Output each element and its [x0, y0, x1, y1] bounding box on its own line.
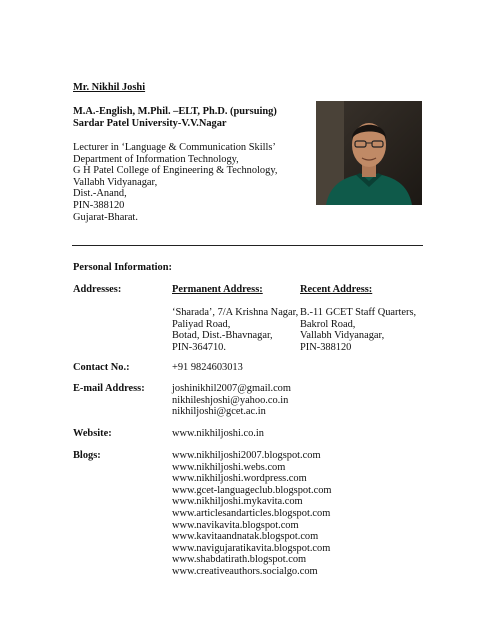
- website-label: Website:: [73, 428, 112, 439]
- recent-address-line: Bakrol Road,: [300, 318, 356, 330]
- blog-link[interactable]: www.shabdatirath.blogspot.com: [172, 554, 307, 566]
- contact-value: +91 9824603013: [172, 362, 243, 373]
- section-title: Personal Information:: [73, 262, 172, 273]
- blog-link[interactable]: www.nikhiljoshi.webs.com: [172, 461, 286, 473]
- header-address-line: Vallabh Vidyanagar,: [73, 176, 158, 188]
- person-name: Mr. Nikhil Joshi: [73, 82, 146, 93]
- permanent-address-line: ‘Sharada’, 7/A Krishna Nagar,: [172, 307, 299, 318]
- header-address-line: G H Patel College of Engineering & Technology,: [73, 165, 278, 177]
- section-divider: [72, 245, 423, 246]
- recent-address-line: PIN-388120: [300, 341, 352, 353]
- email-link[interactable]: joshinikhil2007@gmail.com: [172, 383, 291, 394]
- header-address-line: Gujarat-Bharat.: [73, 211, 138, 223]
- website-link[interactable]: www.nikhiljoshi.co.in: [172, 428, 264, 439]
- header-address-line: PIN-388120: [73, 199, 125, 211]
- blog-link[interactable]: www.nikhiljoshi.mykavita.com: [172, 496, 303, 508]
- qualification: M.A.-English, M.Phil. –ELT, Ph.D. (pursuing): [73, 106, 277, 117]
- blog-link[interactable]: www.articlesandarticles.blogspot.com: [172, 507, 331, 519]
- header-address-line: Lecturer in ‘Language & Communication Skills’: [73, 142, 276, 153]
- header-address-line: Dist.-Anand,: [73, 188, 127, 200]
- permanent-address-line: PIN-364710.: [172, 341, 226, 353]
- permanent-address-line: Botad, Dist.-Bhavnagar,: [172, 330, 273, 342]
- recent-address-block: [300, 307, 416, 353]
- blog-link[interactable]: www.creativeauthors.socialgo.com: [172, 565, 318, 577]
- university: Sardar Patel University-V.V.Nagar: [73, 118, 227, 129]
- blog-link[interactable]: www.gcet-languageclub.blogspot.com: [172, 484, 332, 496]
- blog-link[interactable]: www.nikhiljoshi.wordpress.com: [172, 473, 307, 485]
- email-list: [172, 383, 291, 418]
- blog-link[interactable]: www.nikhiljoshi2007.blogspot.com: [172, 450, 321, 461]
- email-link[interactable]: nikhileshjoshi@yahoo.co.in: [172, 394, 289, 406]
- permanent-address-block: [172, 307, 298, 353]
- contact-label: Contact No.:: [73, 362, 130, 373]
- blog-link[interactable]: www.navigujaratikavita.blogspot.com: [172, 542, 331, 554]
- recent-address-line: Vallabh Vidyanagar,: [300, 330, 385, 342]
- blogs-label: Blogs:: [73, 450, 101, 461]
- email-link[interactable]: nikhiljoshi@gcet.ac.in: [172, 406, 266, 418]
- permanent-address-title: Permanent Address:: [172, 284, 263, 295]
- permanent-address-line: Paliyad Road,: [172, 318, 231, 330]
- header-address-line: Department of Information Technology,: [73, 153, 239, 165]
- recent-address-line: B.-11 GCET Staff Quarters,: [300, 307, 417, 318]
- profile-photo: [316, 101, 422, 205]
- header-address-block: [73, 142, 277, 223]
- addresses-label: Addresses:: [73, 284, 122, 295]
- blog-link[interactable]: www.navikavita.blogspot.com: [172, 519, 299, 531]
- email-label: E-mail Address:: [73, 383, 145, 394]
- recent-address-title: Recent Address:: [300, 284, 373, 295]
- blog-list: [172, 450, 331, 578]
- blog-link[interactable]: www.kavitaandnatak.blogspot.com: [172, 531, 319, 543]
